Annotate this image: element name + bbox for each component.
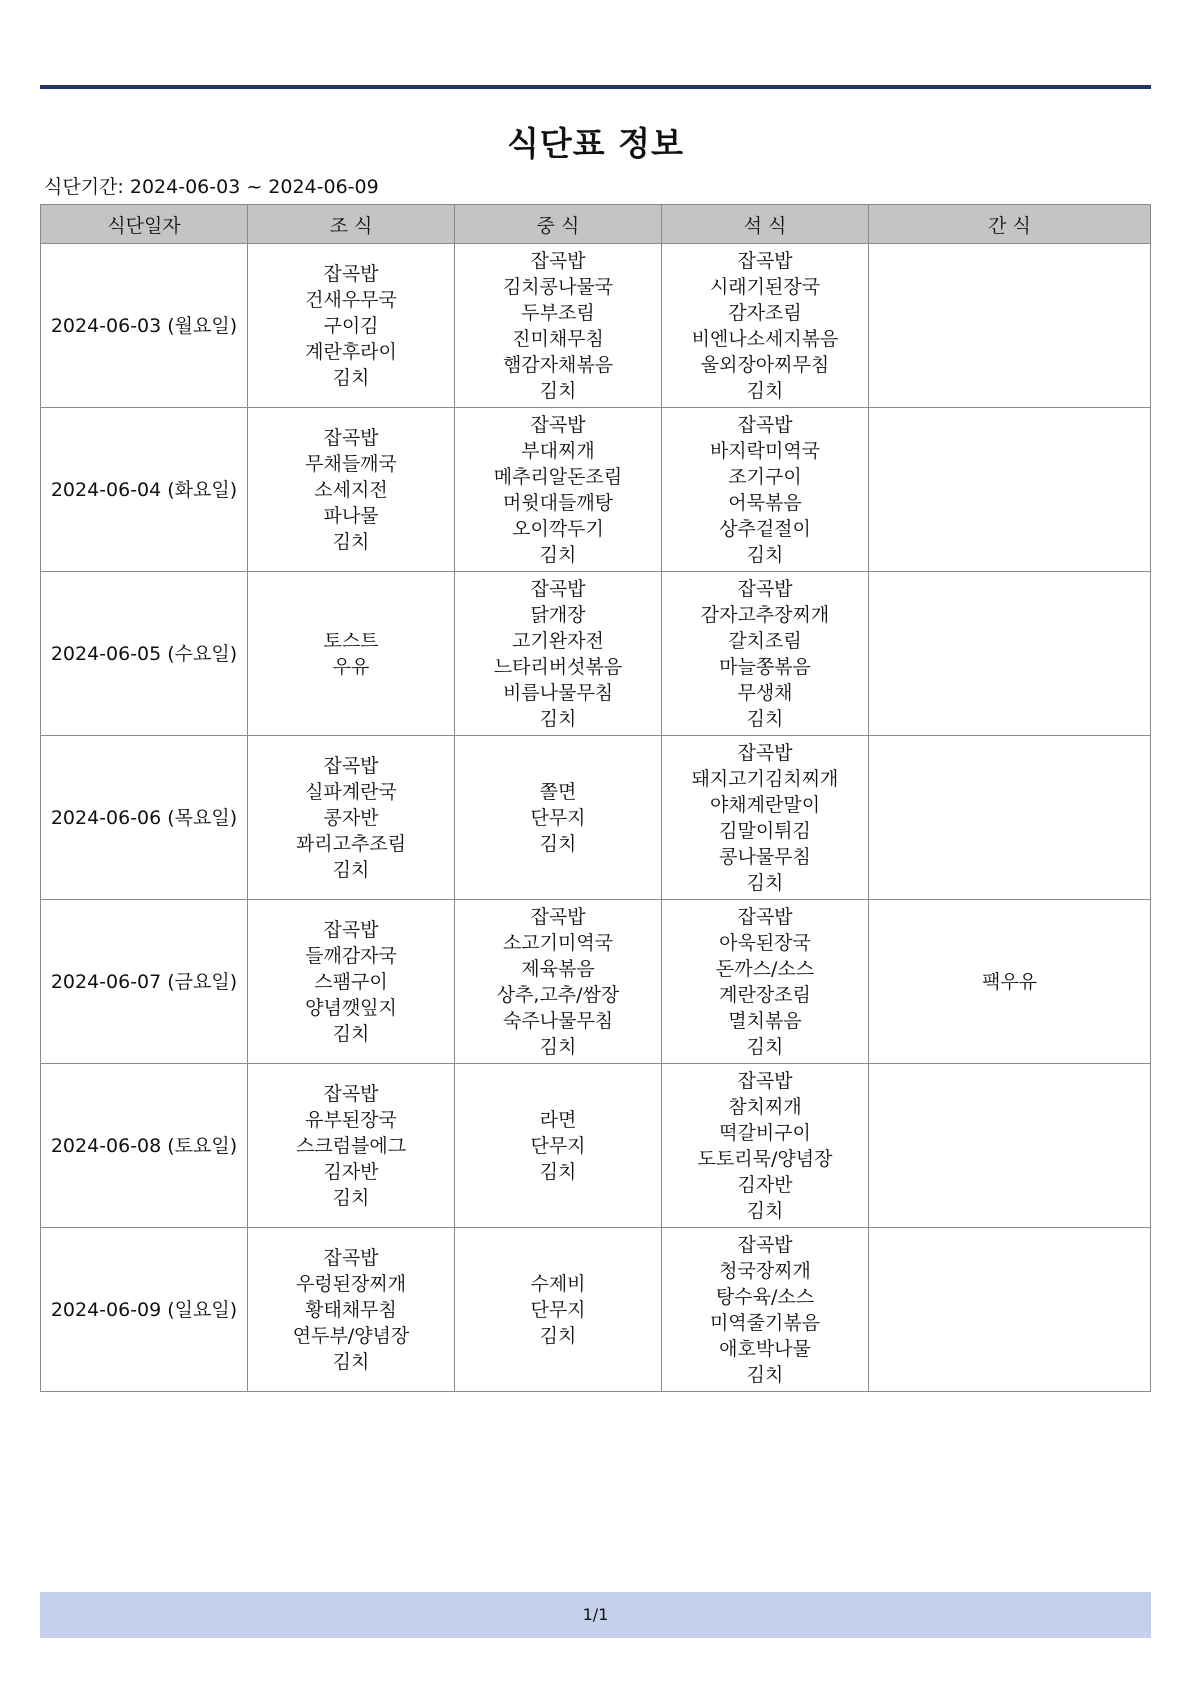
menu-item: 감자조림 — [728, 301, 802, 324]
menu-item: 미역줄기볶음 — [709, 1311, 821, 1334]
menu-item: 양념깻잎지 — [305, 996, 397, 1019]
menu-item: 잡곡밥 — [737, 413, 793, 436]
menu-item: 계란후라이 — [305, 340, 397, 363]
menu-item: 머윗대들깨탕 — [502, 491, 614, 514]
menu-item: 김치 — [539, 707, 577, 730]
menu-item: 스팸구이 — [314, 970, 388, 993]
lunch-cell — [455, 736, 662, 900]
menu-item: 도토리묵/양념장 — [697, 1147, 833, 1170]
menu-item: 꽈리고추조림 — [295, 832, 407, 855]
menu-item: 청국장찌개 — [719, 1259, 811, 1282]
menu-item: 소세지전 — [314, 478, 388, 501]
header-row — [41, 205, 1151, 244]
menu-item: 콩자반 — [323, 806, 379, 829]
menu-item: 잡곡밥 — [737, 741, 793, 764]
menu-item: 오이깍두기 — [512, 517, 604, 540]
top-rule — [40, 85, 1151, 89]
snack-cell — [869, 900, 1151, 1064]
menu-item: 연두부/양념장 — [292, 1324, 410, 1347]
menu-item: 김치 — [332, 1022, 370, 1045]
menu-item: 상추,고추/쌈장 — [496, 983, 620, 1006]
menu-item: 팩우유 — [981, 970, 1038, 993]
header-snack: 간 식 — [869, 205, 1151, 244]
menu-item: 황태채무침 — [305, 1298, 397, 1321]
menu-item: 무생채 — [737, 681, 793, 704]
menu-item: 두부조림 — [521, 301, 595, 324]
menu-item: 숙주나물무침 — [502, 1009, 614, 1032]
menu-item: 계란장조림 — [719, 983, 811, 1006]
menu-item: 잡곡밥 — [323, 1246, 379, 1269]
header-dinner: 석 식 — [662, 205, 869, 244]
menu-item: 김치 — [332, 530, 370, 553]
date-cell: 2024-06-08 (토요일) — [41, 1064, 248, 1228]
snack-cell — [869, 572, 1151, 736]
menu-item: 김치 — [539, 1324, 577, 1347]
lunch-cell — [455, 900, 662, 1064]
menu-item: 단무지 — [530, 1298, 586, 1321]
menu-item: 단무지 — [530, 806, 586, 829]
breakfast-cell — [248, 900, 455, 1064]
dinner-cell — [662, 244, 869, 408]
dinner-cell — [662, 1228, 869, 1392]
menu-item: 실파계란국 — [305, 780, 397, 803]
lunch-cell — [455, 1064, 662, 1228]
menu-item: 김치 — [746, 1363, 784, 1386]
date-cell: 2024-06-05 (수요일) — [41, 572, 248, 736]
menu-item: 김치 — [539, 832, 577, 855]
menu-item: 수제비 — [530, 1272, 586, 1295]
menu-item: 돼지고기김치찌개 — [691, 767, 839, 790]
page-number: 1/1 — [582, 1605, 609, 1624]
breakfast-cell — [248, 736, 455, 900]
date-cell: 2024-06-09 (일요일) — [41, 1228, 248, 1392]
menu-item: 김자반 — [737, 1173, 793, 1196]
menu-item: 야채계란말이 — [709, 793, 821, 816]
table-row — [41, 900, 1151, 1064]
snack-cell — [869, 408, 1151, 572]
menu-item: 비름나물무침 — [502, 681, 614, 704]
menu-item: 애호박나물 — [719, 1337, 811, 1360]
lunch-cell — [455, 408, 662, 572]
menu-item: 잡곡밥 — [323, 754, 379, 777]
menu-item: 잡곡밥 — [737, 577, 793, 600]
menu-item: 잡곡밥 — [530, 249, 586, 272]
menu-item: 갈치조림 — [728, 629, 802, 652]
menu-item: 김말이튀김 — [719, 819, 811, 842]
menu-item: 제육볶음 — [521, 957, 595, 980]
breakfast-cell — [248, 572, 455, 736]
menu-item: 우렁된장찌개 — [295, 1272, 407, 1295]
menu-item: 참치찌개 — [728, 1095, 802, 1118]
menu-item: 잡곡밥 — [737, 905, 793, 928]
menu-item: 조기구이 — [728, 465, 802, 488]
menu-item: 잡곡밥 — [530, 413, 586, 436]
menu-item: 김치 — [746, 707, 784, 730]
table-row — [41, 736, 1151, 900]
menu-item: 울외장아찌무침 — [700, 353, 830, 376]
menu-item: 김자반 — [323, 1160, 379, 1183]
menu-item: 건새우무국 — [305, 288, 397, 311]
menu-item: 상추겉절이 — [719, 517, 811, 540]
date-cell: 2024-06-07 (금요일) — [41, 900, 248, 1064]
breakfast-cell — [248, 1064, 455, 1228]
date-cell: 2024-06-03 (월요일) — [41, 244, 248, 408]
dinner-cell — [662, 900, 869, 1064]
menu-item: 소고기미역국 — [502, 931, 614, 954]
menu-item: 단무지 — [530, 1134, 586, 1157]
menu-item: 김치 — [746, 543, 784, 566]
menu-item: 어묵볶음 — [728, 491, 802, 514]
menu-item: 돈까스/소스 — [715, 957, 815, 980]
menu-item: 김치 — [539, 1160, 577, 1183]
breakfast-cell — [248, 1228, 455, 1392]
menu-item: 아욱된장국 — [719, 931, 811, 954]
date-cell: 2024-06-06 (목요일) — [41, 736, 248, 900]
breakfast-cell — [248, 244, 455, 408]
menu-item: 쫄면 — [539, 780, 577, 803]
menu-item: 김치 — [539, 543, 577, 566]
table-row — [41, 1064, 1151, 1228]
date-cell: 2024-06-04 (화요일) — [41, 408, 248, 572]
menu-item: 김치 — [332, 366, 370, 389]
menu-item: 김치콩나물국 — [502, 275, 614, 298]
menu-item: 김치 — [746, 379, 784, 402]
menu-item: 부대찌개 — [521, 439, 595, 462]
menu-item: 김치 — [332, 1186, 370, 1209]
menu-item: 무채들깨국 — [305, 452, 397, 475]
menu-item: 닭개장 — [530, 603, 586, 626]
menu-item: 라면 — [539, 1108, 577, 1131]
breakfast-cell — [248, 408, 455, 572]
menu-item: 탕수육/소스 — [715, 1285, 815, 1308]
dinner-cell — [662, 1064, 869, 1228]
menu-period: 식단기간: 2024-06-03 ~ 2024-06-09 — [44, 176, 379, 198]
menu-item: 김치 — [539, 1035, 577, 1058]
menu-item: 잡곡밥 — [530, 577, 586, 600]
menu-item: 햄감자채볶음 — [502, 353, 614, 376]
menu-item: 메추리알돈조림 — [493, 465, 623, 488]
menu-item: 잡곡밥 — [737, 1069, 793, 1092]
menu-item: 잡곡밥 — [737, 249, 793, 272]
menu-item: 비엔나소세지볶음 — [691, 327, 839, 350]
menu-item: 우유 — [332, 655, 370, 678]
menu-item: 김치 — [746, 1035, 784, 1058]
dinner-cell — [662, 408, 869, 572]
menu-item: 마늘쫑볶음 — [719, 655, 811, 678]
menu-item: 김치 — [539, 379, 577, 402]
menu-item: 김치 — [746, 871, 784, 894]
snack-cell — [869, 1064, 1151, 1228]
menu-item: 잡곡밥 — [323, 1082, 379, 1105]
menu-item: 바지락미역국 — [709, 439, 821, 462]
menu-item: 스크럼블에그 — [295, 1134, 407, 1157]
menu-item: 잡곡밥 — [323, 918, 379, 941]
menu-item: 구이김 — [323, 314, 379, 337]
menu-item: 느타리버섯볶음 — [493, 655, 623, 678]
menu-item: 잡곡밥 — [530, 905, 586, 928]
page-footer — [40, 1592, 1151, 1638]
table-row — [41, 408, 1151, 572]
snack-cell — [869, 1228, 1151, 1392]
menu-item: 고기완자전 — [512, 629, 604, 652]
menu-item: 김치 — [332, 858, 370, 881]
meal-table — [40, 204, 1151, 1392]
menu-item: 잡곡밥 — [737, 1233, 793, 1256]
dinner-cell — [662, 736, 869, 900]
menu-item: 잡곡밥 — [323, 426, 379, 449]
table-body — [41, 244, 1151, 1392]
dinner-cell — [662, 572, 869, 736]
lunch-cell — [455, 1228, 662, 1392]
header-date: 식단일자 — [41, 205, 248, 244]
menu-item: 김치 — [332, 1350, 370, 1373]
menu-item: 시래기된장국 — [709, 275, 821, 298]
menu-item: 감자고추장찌개 — [700, 603, 830, 626]
snack-cell — [869, 244, 1151, 408]
lunch-cell — [455, 244, 662, 408]
lunch-cell — [455, 572, 662, 736]
menu-item: 유부된장국 — [305, 1108, 397, 1131]
menu-item: 멸치볶음 — [728, 1009, 802, 1032]
menu-item: 토스트 — [323, 629, 379, 652]
menu-item: 콩나물무침 — [719, 845, 811, 868]
menu-item: 떡갈비구이 — [719, 1121, 811, 1144]
page-title: 식단표 정보 — [507, 124, 684, 163]
menu-item: 파나물 — [323, 504, 379, 527]
table-row — [41, 1228, 1151, 1392]
header-breakfast: 조 식 — [248, 205, 455, 244]
header-lunch: 중 식 — [455, 205, 662, 244]
menu-item: 들깨감자국 — [305, 944, 397, 967]
menu-item: 잡곡밥 — [323, 262, 379, 285]
snack-cell — [869, 736, 1151, 900]
menu-item: 김치 — [746, 1199, 784, 1222]
table-row — [41, 572, 1151, 736]
table-row — [41, 244, 1151, 408]
menu-item: 진미채무침 — [512, 327, 604, 350]
